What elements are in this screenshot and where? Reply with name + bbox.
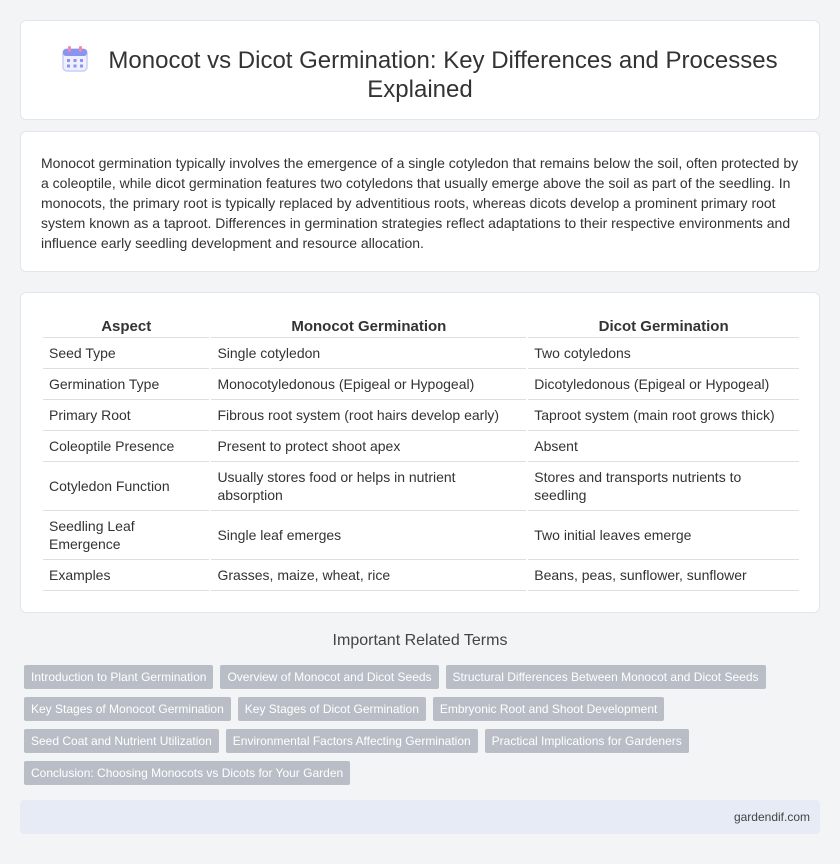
footer-bar [20, 800, 820, 834]
table-row [43, 511, 799, 560]
related-tag[interactable]: Key Stages of Monocot Germination [24, 697, 231, 721]
page-title [61, 45, 779, 104]
table-row [43, 338, 799, 369]
cell-monocot: Usually stores food or helps in nutrient absorption [211, 462, 526, 511]
related-tag[interactable]: Seed Coat and Nutrient Utilization [24, 729, 219, 753]
cell-monocot: Single leaf emerges [211, 511, 526, 560]
table-row [43, 369, 799, 400]
cell-dicot: Absent [528, 431, 799, 462]
cell-dicot: Two initial leaves emerge [528, 511, 799, 560]
header-monocot: Monocot Germination [211, 312, 526, 338]
summary-card [20, 131, 820, 272]
related-tag[interactable]: Introduction to Plant Germination [24, 665, 213, 689]
related-tag[interactable]: Conclusion: Choosing Monocots vs Dicots for Your Garden [24, 761, 350, 785]
cell-dicot: Taproot system (main root grows thick) [528, 400, 799, 431]
table-row [43, 431, 799, 462]
cell-dicot: Stores and transports nutrients to seedling [528, 462, 799, 511]
cell-aspect: Seed Type [43, 338, 209, 369]
calendar-icon [62, 45, 88, 73]
cell-monocot: Fibrous root system (root hairs develop early) [211, 400, 526, 431]
cell-aspect: Cotyledon Function [43, 462, 209, 511]
cell-aspect: Germination Type [43, 369, 209, 400]
related-tag[interactable]: Practical Implications for Gardeners [485, 729, 689, 753]
cell-aspect: Coleoptile Presence [43, 431, 209, 462]
cell-aspect: Examples [43, 560, 209, 591]
comparison-card [20, 292, 820, 613]
header-aspect: Aspect [43, 312, 209, 338]
related-terms-list [24, 665, 804, 793]
page-title-text: Monocot vs Dicot Germination: Key Differences and Processes Explained [108, 47, 778, 103]
table-row [43, 462, 799, 511]
related-tag[interactable]: Embryonic Root and Shoot Development [433, 697, 664, 721]
cell-aspect: Primary Root [43, 400, 209, 431]
cell-dicot: Dicotyledonous (Epigeal or Hypogeal) [528, 369, 799, 400]
summary-paragraph: Monocot germination typically involves the emergence of a single cotyledon that remains below the soil, often protected by a coleoptile, while dicot germination features two cotyledons that usually emerge above the soil as part of the seedling. In monocots, the primary root is typically replaced by adventitious roots, whereas dicots develop a prominent primary root system known as a taproot. Differences in germination strategies reflect adaptations to their respective environments and influence early seedling development and resource allocation. [41, 155, 799, 251]
table-row [43, 560, 799, 591]
related-terms-heading: Important Related Terms [332, 632, 508, 649]
comparison-table [41, 312, 801, 591]
header-dicot: Dicot Germination [528, 312, 799, 338]
cell-monocot: Present to protect shoot apex [211, 431, 526, 462]
cell-monocot: Monocotyledonous (Epigeal or Hypogeal) [211, 369, 526, 400]
cell-dicot: Beans, peas, sunflower, sunflower [528, 560, 799, 591]
related-tag[interactable]: Structural Differences Between Monocot and Dicot Seeds [446, 665, 766, 689]
cell-monocot: Grasses, maize, wheat, rice [211, 560, 526, 591]
related-tag[interactable]: Environmental Factors Affecting Germination [226, 729, 478, 753]
related-tag[interactable]: Overview of Monocot and Dicot Seeds [220, 665, 438, 689]
table-header-row [43, 312, 799, 338]
table-row [43, 400, 799, 431]
footer-site-link[interactable]: gardendif.com [733, 810, 810, 824]
cell-dicot: Two cotyledons [528, 338, 799, 369]
cell-aspect: Seedling Leaf Emergence [43, 511, 209, 560]
related-tag[interactable]: Key Stages of Dicot Germination [238, 697, 426, 721]
cell-monocot: Single cotyledon [211, 338, 526, 369]
title-card [20, 20, 820, 120]
